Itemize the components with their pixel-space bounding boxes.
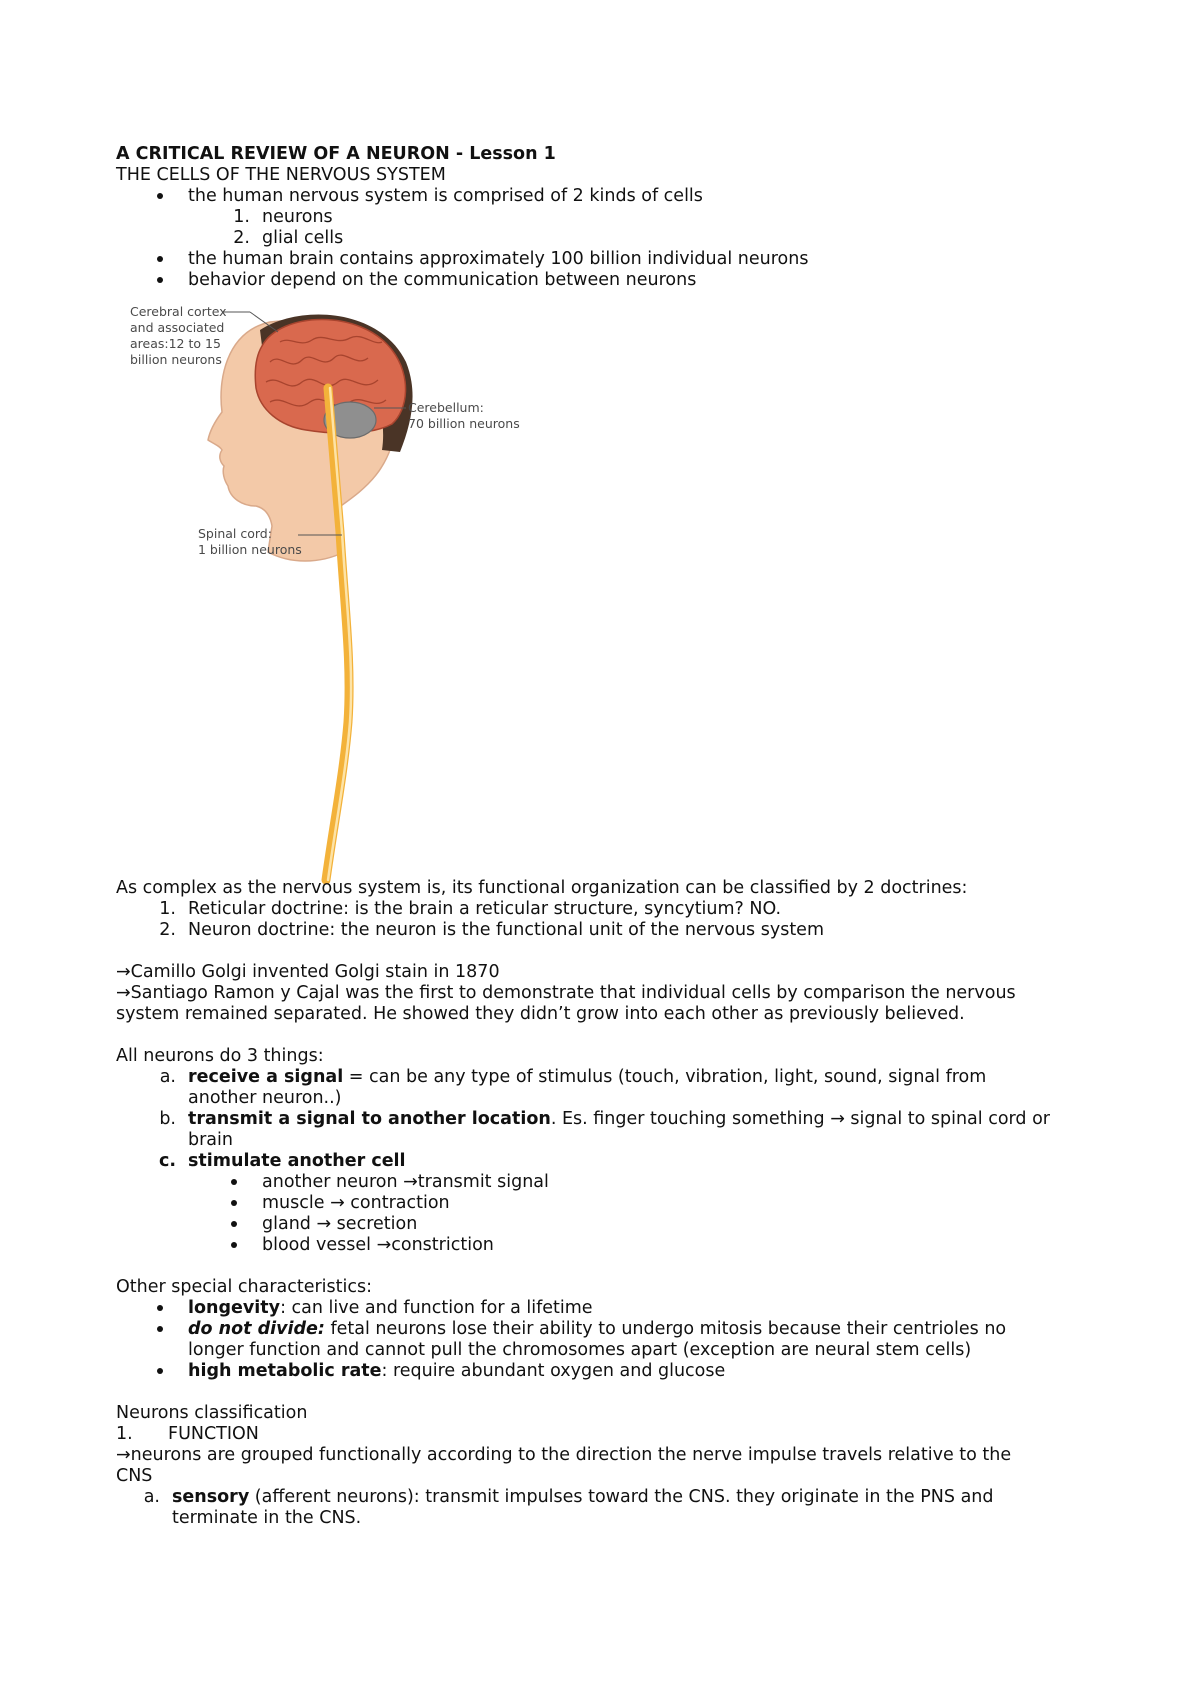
paragraph: system remained separated. He showed they didn’t grow into each other as previously believed. (116, 1004, 965, 1024)
paragraph: CNS (116, 1466, 153, 1486)
list-item: c. stimulate another cell (158, 1151, 406, 1171)
list-item: muscle → contraction (262, 1193, 450, 1214)
bullet-icon (157, 1368, 163, 1374)
paragraph: →Santiago Ramon y Cajal was the first to demonstrate that individual cells by comparison the nervous (116, 983, 1016, 1003)
list-item: 2. glial cells (233, 228, 344, 248)
bullet-icon (157, 256, 163, 262)
bullet-icon (231, 1200, 237, 1206)
list-item: the human brain contains approximately 100 billion individual neurons (188, 249, 808, 270)
list-item: do not divide: fetal neurons lose their ability to undergo mitosis because their centrioles no (188, 1319, 1006, 1340)
section-heading: Neurons classification (116, 1403, 308, 1423)
list-item: gland → secretion (262, 1214, 417, 1235)
list-item: longevity: can live and function for a lifetime (188, 1298, 593, 1319)
brain-illustration (130, 302, 590, 892)
bullet-icon (231, 1179, 237, 1185)
list-item: 2. Neuron doctrine: the neuron is the functional unit of the nervous system (159, 920, 824, 940)
document-title: A CRITICAL REVIEW OF A NEURON - Lesson 1 (116, 144, 556, 164)
list-item-continuation: terminate in the CNS. (172, 1508, 362, 1528)
bullet-icon (231, 1242, 237, 1248)
list-item: another neuron →transmit signal (262, 1172, 549, 1193)
paragraph: As complex as the nervous system is, its functional organization can be classified by 2 doctrines: (116, 878, 968, 898)
paragraph: →neurons are grouped functionally according to the direction the nerve impulse travels relative to the (116, 1445, 1012, 1465)
list-item: high metabolic rate: require abundant oxygen and glucose (188, 1361, 725, 1382)
bullet-icon (157, 277, 163, 283)
list-item: 1. neurons (233, 207, 333, 227)
label-cerebellum: Cerebellum: 70 billion neurons (408, 400, 520, 431)
section-heading: THE CELLS OF THE NERVOUS SYSTEM (116, 165, 446, 185)
list-item-continuation: brain (188, 1130, 233, 1150)
list-item: a. sensory (afferent neurons): transmit impulses toward the CNS. they originate in the PNS and (143, 1487, 994, 1507)
paragraph: Other special characteristics: (116, 1277, 373, 1297)
paragraph: All neurons do 3 things: (116, 1046, 324, 1066)
bullet-icon (157, 1326, 163, 1332)
list-item: behavior depend on the communication between neurons (188, 270, 696, 291)
list-item-continuation: longer function and cannot pull the chromosomes apart (exception are neural stem cells) (188, 1340, 972, 1360)
bullet-icon (157, 1305, 163, 1311)
list-item-continuation: another neuron..) (188, 1088, 342, 1108)
label-spinal-cord: Spinal cord: 1 billion neurons (198, 526, 302, 557)
list-item: 1. FUNCTION (116, 1424, 259, 1444)
list-item: blood vessel →constriction (262, 1235, 494, 1256)
list-item: b. transmit a signal to another location. Es. finger touching something → signal to spinal cord or (159, 1109, 1050, 1129)
list-item: a. receive a signal = can be any type of stimulus (touch, vibration, light, sound, signal from (159, 1067, 987, 1087)
list-item: the human nervous system is comprised of 2 kinds of cells (188, 186, 703, 207)
brain-spinal-cord-figure (130, 302, 590, 892)
bullet-icon (231, 1221, 237, 1227)
paragraph: →Camillo Golgi invented Golgi stain in 1870 (116, 962, 500, 982)
list-item: 1. Reticular doctrine: is the brain a reticular structure, syncytium? NO. (159, 899, 782, 919)
bullet-icon (157, 193, 163, 199)
label-cerebral-cortex: Cerebral cortex and associated areas:12 to 15 billion neurons (130, 304, 227, 367)
